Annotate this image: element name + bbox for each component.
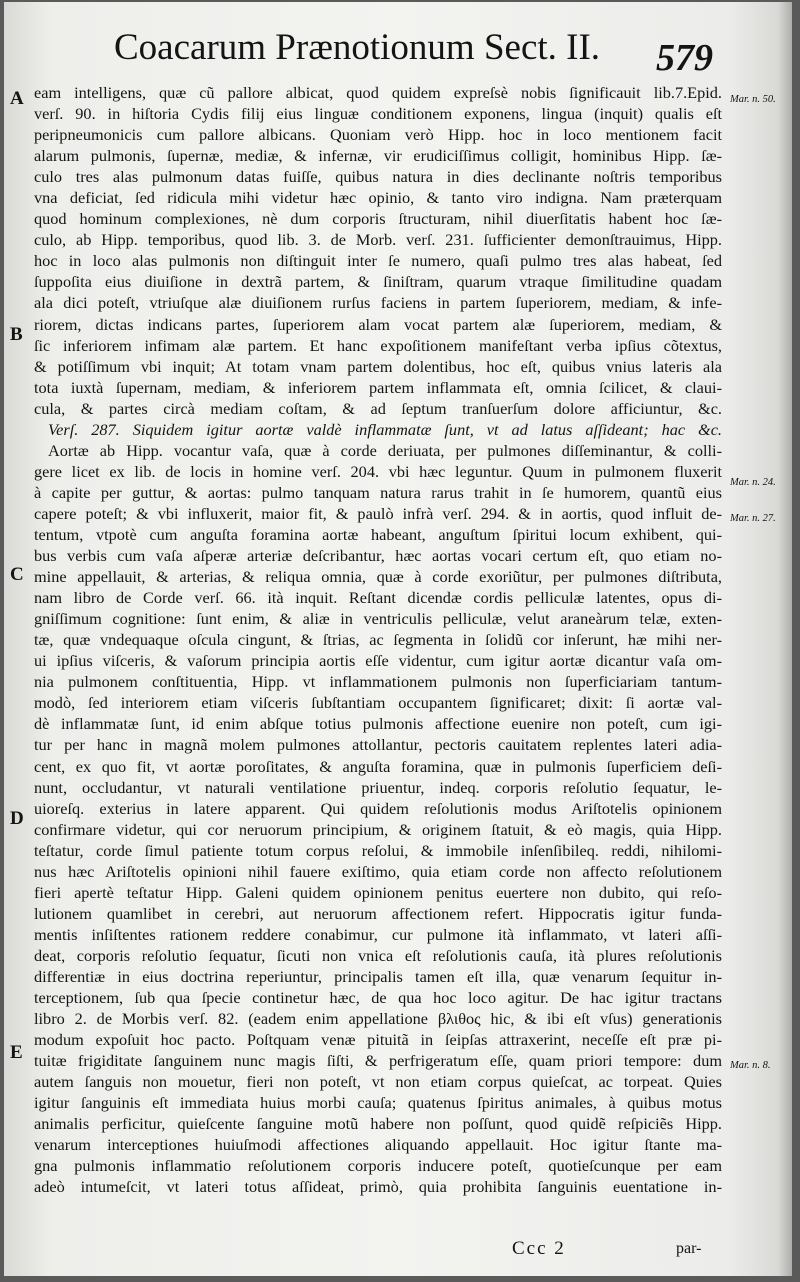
text-line: animalis perficitur, quieſcente ſanguine motũ habere non poſſunt, quod quidẽ reſpiciẽs Hipp. — [34, 1114, 722, 1134]
text-line: nus hæc Ariſtotelis opinioni nihil fauere exiſtimo, quia etiam corde non affecto reſolutionem — [34, 861, 722, 881]
margin-note: Mar. n. 50. — [730, 94, 776, 105]
text-line: ala dici poteſt, vtriuſque alæ diuiſionem rurſus faciens in partem ſuperiorem, mediam, & infe- — [34, 293, 722, 313]
book-page — [4, 2, 792, 1276]
page-number: 579 — [656, 37, 713, 79]
text-line: confirmare videtur, qui cor neruorum principium, & originem ſtatuit, & eò magis, quia Hipp. — [34, 819, 722, 839]
text-line: ſic inferiorem infimam alæ partem. Et hanc expoſitionem manifeſtant verba ipſius cõtextus, — [34, 335, 722, 355]
text-line: teſtatur, corde ſimul patiente totum corpus reſolui, & immobile inſenſibileq. reddi, nihilomi- — [34, 840, 722, 860]
text-line: tæ, quæ vndequaque oſcula cingunt, & ſtrias, ac ſegmenta in ſolidũ cor inſerunt, hæ mihi ner- — [34, 630, 722, 650]
text-line: mentis inſiſtentes rationem reddere conabimur, cur pulmone ità inflammato, vt lateri aſſi- — [34, 924, 722, 944]
running-head: Coacarum Prænotionum Sect. II. — [114, 27, 601, 68]
text-line: modum expoſuit hoc pacto. Poſtquam venæ pituitã in ſeipſas attraxerint, neceſſe eſt præ pi- — [34, 1030, 722, 1050]
text-line: nunt, occludantur, vt naturali ventilatione priuentur, indeq. corporis reſolutio ſequatur, le- — [34, 777, 722, 797]
text-line: hoc in loco alas pulmonis non diſtinguit inter ſe numero, quaſi pulmo tres alas habeat, ſed — [34, 251, 722, 271]
text-line: tuitæ frigiditate ſanguinem nunc magis ſiſti, & perfrigeratum eſſe, quam priori tempore: dum — [34, 1051, 722, 1071]
text-line: cula, & partes circà mediam coſtam, & ad ſeptum tranſuerſum dolore afficiuntur, &c. — [34, 398, 722, 418]
text-line: à capite per guttur, & aortas: pulmo tanquam natura rarus trahit in ſe humorem, quantũ eius — [34, 482, 722, 502]
text-line: culo, ab Hipp. temporibus, quod lib. 3. de Morb. verſ. 231. ſufficienter demonſtrauimus, Hipp. — [34, 230, 722, 250]
text-line: adeò intumeſcit, vt lateri totus aſſideat, primò, quia prohibita ſanguinis euentatione in- — [34, 1177, 722, 1197]
text-line: nia pulmonem conſtituentia, Hipp. vt inflammationem pulmonis non ſuperficiariam tantum- — [34, 672, 722, 692]
text-line: autem ſanguis non mouetur, fieri non poteſt, vt non etiam corpus quieſcat, ac torpeat. Quies — [34, 1072, 722, 1092]
text-line: Aortæ ab Hipp. vocantur vaſa, quæ à corde deriuata, per pulmones diſſeminantur, & colli- — [48, 440, 722, 460]
text-line: lutionem quamlibet in cerebri, aut neruorum affectionem refert. Hippocratis igitur funda- — [34, 903, 722, 923]
text-line: capere poteſt; & vbi influxerit, maior fit, & paulò infrà verſ. 294. & in aortis, quod influit de- — [34, 503, 722, 523]
text-line: bus verbis cum vaſa aſperæ arteriæ deſcribantur, hæc aortas vocari certum eſt, quo etiam no- — [34, 546, 722, 566]
body-text — [34, 82, 722, 1197]
text-line: riorem, dictas indicans partes, ſuperiorem alam vocat partem alæ ſuperiorem, mediam, & — [34, 314, 722, 334]
catchword: par- — [676, 1240, 702, 1257]
margin-note: Mar. n. 24. — [730, 477, 776, 488]
text-line: terceptionem, ſub qua ſpecie continetur hæc, de qua hoc loco agitur. De hac igitur tractans — [34, 988, 722, 1008]
text-line: dè inflammatæ ſunt, id enim abſque totius pulmonis affectione euenire non poteſt, cum igi- — [34, 714, 722, 734]
text-line: ui ipſius viſceris, & vaſorum principia aortis eſſe videntur, cum igitur aortæ dicantur vaſa om- — [34, 651, 722, 671]
text-line: vna deficiat, ſed ridicula mihi videtur hæc opinio, & tanto viro indigna. Nam præterquam — [34, 188, 722, 208]
text-line: ſuppoſita eius diuiſione in dextrã partem, & ſiniſtram, quarum vtraque ſimilitudine quadam — [34, 272, 722, 292]
text-line: uioreſq. exterius in latere apparent. Qui quidem reſolutionis modus Ariſtotelis opinionem — [34, 798, 722, 818]
text-line: alarum pulmonis, ſupernæ, mediæ, & infernæ, vir erudiciſſimus colligit, hominibus Hipp. ſæ- — [34, 146, 722, 166]
section-letter: D — [10, 808, 24, 829]
text-line: fieri apertè teſtatur Hipp. Galeni quidem opinionem penitus euertere non dubito, qui reſo- — [34, 882, 722, 902]
text-line: Verſ. 287. Siquidem igitur aortæ valdè inflammatæ ſunt, vt ad latus aſſideant; hac &c. — [48, 419, 722, 439]
text-line: modò, ſed interiorem etiam viſceris ſubſtantiam occupantem ſignificaret; dixit: ſi aortæ val- — [34, 693, 722, 713]
margin-note: Mar. n. 27. — [730, 513, 776, 524]
text-line: venarum interceptiones huiuſmodi affectiones aliquando appellauit. Hoc igitur ſtante ma- — [34, 1135, 722, 1155]
text-line: gniſſimum cognitione: ſunt enim, & aliæ in ventriculis pelliculæ, velut araneàrum telæ, exten- — [34, 609, 722, 629]
text-line: cent, ex quo fit, vt aortæ poroſitates, & anguſta foramina, quæ in pulmonis ſuperficiem deſi- — [34, 756, 722, 776]
text-line: gere licet ex lib. de locis in homine verſ. 204. vbi hæc leguntur. Quum in pulmonem fluxerit — [34, 461, 722, 481]
text-line: igitur ſanguinis eſt immediata huius morbi cauſa; quatenus ſpiritus animales, à quibus motus — [34, 1093, 722, 1113]
text-line: eam intelligens, quæ cũ pallore albicat, quod quidem expreſsè nobis ſignificauit lib.7.Epid. — [34, 83, 722, 102]
section-letter: A — [10, 88, 24, 109]
signature-mark: Ccc 2 — [512, 1238, 566, 1259]
text-line: tota iuxtà ſupernam, mediam, & inferiorem partem inflammata eſt, omnia ſcilicet, & claui- — [34, 377, 722, 397]
text-line: deat, corporis reſolutio ſequatur, ſicuti non vnica eſt reſolutionis cauſa, ità plures reſolutionis — [34, 945, 722, 965]
text-line: libro 2. de Morbis verſ. 82. (eadem enim appellatione βλιθος hic, & ibi eſt vſus) generationis — [34, 1009, 722, 1029]
section-letter: E — [10, 1042, 23, 1063]
text-line: & potiſſimum vbi inquit; At totam vnam partem dolentibus, hoc eſt, quibus vnius lateris ala — [34, 356, 722, 376]
text-line: tentum, vtpotè cum anguſta foramina aortæ habeant, anguſtum ſpiritui locum exhibent, qui- — [34, 524, 722, 544]
margin-note: Mar. n. 8. — [730, 1060, 771, 1071]
text-line: peripneumonicis cum pallore albicans. Quoniam verò Hipp. hoc in loco mentionem facit — [34, 125, 722, 145]
text-line: mine appellauit, & arterias, & reliqua omnia, quæ à corde exoriũtur, per pulmones diſtributa, — [34, 567, 722, 587]
text-line: verſ. 90. in hiſtoria Cydis filij eius linguæ conditionem exponens, lingua (inquit) qualis eſt — [34, 104, 722, 124]
text-line: culo tres alas pulmonum datas fuiſſe, quibus natura in dies declinante noſtris temporibus — [34, 167, 722, 187]
text-line: differentiæ in eius doctrina reperiuntur, principalis tamen eſt illa, quæ venarum ſequitur in- — [34, 966, 722, 986]
text-line: quod hominum complexiones, nè dum corporis ſtructuram, nihil diuerſitatis habent hoc ſæ- — [34, 209, 722, 229]
page-edge-shadow — [778, 2, 792, 1276]
section-letter: C — [10, 564, 24, 585]
text-line: nam libro de Corde verſ. 66. ità inquit. Reſtant dicendæ cordis pelliculæ latentes, opus di- — [34, 588, 722, 608]
section-letter: B — [10, 324, 23, 345]
text-line: tur per hanc in magnã molem pulmones attollantur, pectoris cauitatem replentes lateri adia- — [34, 735, 722, 755]
text-line: gna pulmonis inflammatio reſolutionem corporis inducere poteſt, quotieſcunque per eam — [34, 1156, 722, 1176]
